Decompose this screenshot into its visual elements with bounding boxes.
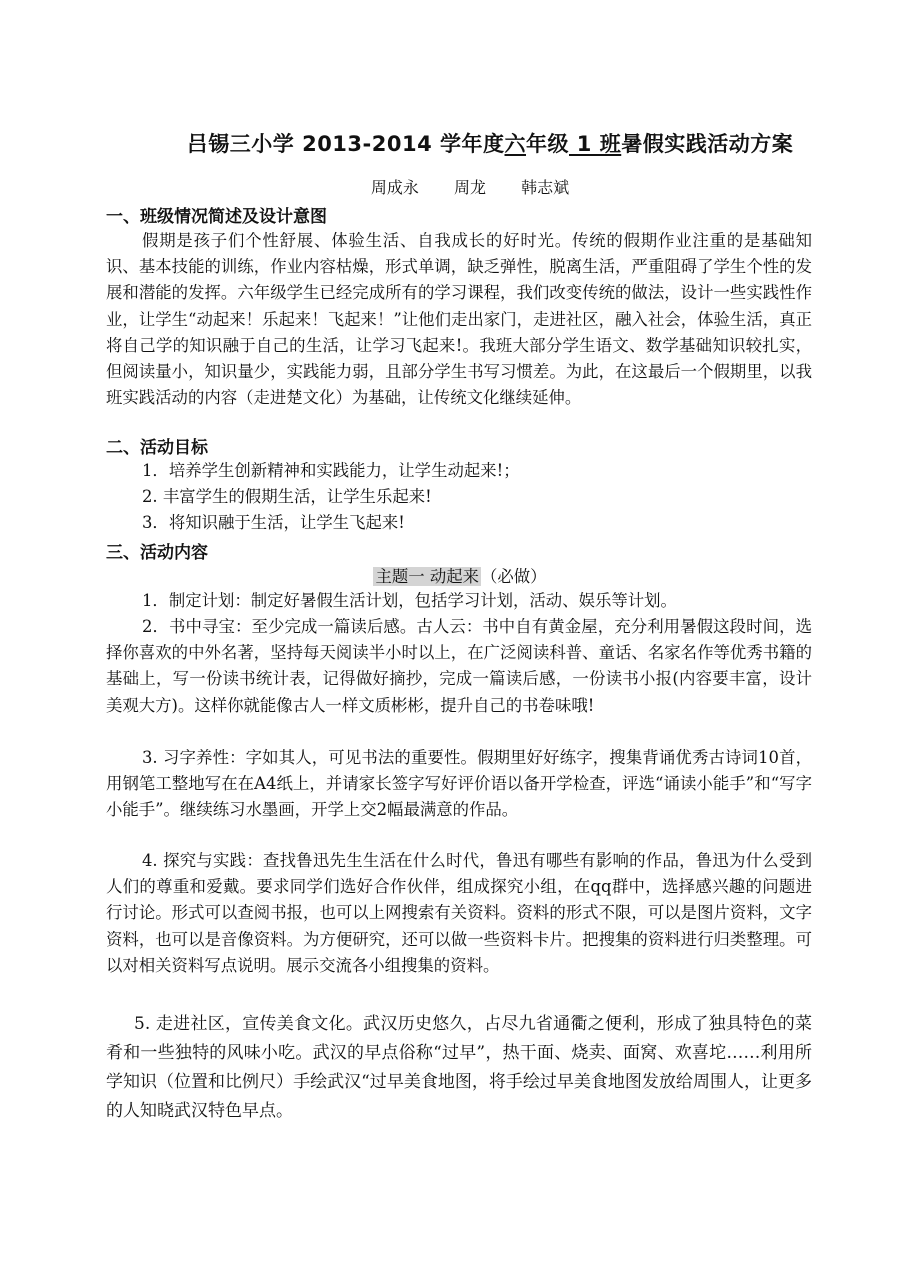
theme-title [0, 563, 920, 587]
content-item-4: 4. 探究与实践：查找鲁迅先生生活在什么时代，鲁迅有哪些有影响的作品，鲁迅为什么受到人们的尊重和爱戴。要求同学们选好合作伙伴，组成探究小组，在qq群中，选择感兴趣的问题进行讨论。形式可以查阅书报，也可以上网搜索有关资料。资料的形式不限，可以是图片资料，文字资料，也可以是音像资料。为方便研究，还可以做一些资料卡片。把搜集的资料进行归类整理。可以对相关资料写点说明。展示交流各小组搜集的资料。 [106, 851, 812, 975]
goal-item: 2. 丰富学生的假期生活，让学生乐起来! [142, 487, 432, 506]
authors-line [0, 175, 920, 198]
section-heading-3: 三、活动内容 [106, 543, 208, 563]
author-name: 韩志斌 [521, 178, 570, 197]
content-item-1: 1．制定计划：制定好暑假生活计划，包括学习计划，活动、娱乐等计划。 [142, 591, 677, 610]
goal-item: 3．将知识融于生活，让学生飞起来! [142, 513, 405, 532]
section1-paragraph: 假期是孩子们个性舒展、体验生活、自我成长的好时光。传统的假期作业注重的是基础知识、基本技能的训练，作业内容枯燥，形式单调，缺乏弹性，脱离生活，严重阻碍了学生个性的发展和潜能的发挥。六年级学生已经完成所有的学习课程，我们改变传统的做法，设计一些实践性作业，让学生“动起来！乐起来！飞起来！”让他们走出家门，走进社区，融入社会，体验生活，真正将自己学的知识融于自己的生活，让学习飞起来!。我班大部分学生语文、数学基础知识较扎实，但阅读量小，知识量少，实践能力弱，且部分学生书写习惯差。为此，在这最后一个假期里，以我班实践活动的内容（走进楚文化）为基础，让传统文化继续延伸。 [106, 231, 812, 408]
content-item-2: 2．书中寻宝：至少完成一篇读后感。古人云：书中自有黄金屋，充分利用暑假这段时间，选择你喜欢的中外名著，坚持每天阅读半小时以上，在广泛阅读科普、童话、名家名作等优秀书籍的基础上，写一份读书统计表，记得做好摘抄，完成一篇读后感，一份读书小报(内容要丰富，设计美观大方)。这样你就能像古人一样文质彬彬，提升自己的书卷味哦! [106, 617, 812, 715]
content-item-3: 3. 习字养性：字如其人，可见书法的重要性。假期里好好练字，搜集背诵优秀古诗词10首，用钢笔工整地写在在A4纸上，并请家长签字写好评价语以备开学检查，评选“诵读小能手”和“写字小能手”。继续练习水墨画，开学上交2幅最满意的作品。 [106, 748, 812, 820]
theme-highlight: 主题一 动起来 [375, 567, 479, 586]
author-name: 周成永 [370, 178, 419, 197]
section-heading-1: 一、班级情况简述及设计意图 [106, 207, 327, 227]
author-name: 周龙 [453, 178, 486, 197]
goal-item: 1．培养学生创新精神和实践能力，让学生动起来!； [142, 461, 520, 480]
title-part1: 吕锡三小学 2013-2014 学年度 [186, 132, 505, 156]
document-title [0, 128, 920, 158]
title-class: 1 班 [569, 132, 622, 156]
content-item-5: 5. 走进社区，宣传美食文化。武汉历史悠久，占尽九省通衢之便利，形成了独具特色的菜肴和一些独特的风味小吃。武汉的早点俗称“过早”，热干面、烧卖、面窝、欢喜坨……利用所学知识（位置和比例尺）手绘武汉“过早美食地图，将手绘过早美食地图发放给周围人，让更多的人知晓武汉特色早点。 [106, 1014, 812, 1121]
section-heading-2: 二、活动目标 [106, 438, 208, 458]
title-part3: 暑假实践活动方案 [621, 132, 794, 156]
theme-suffix: （必做） [481, 567, 547, 586]
title-part2: 年级 [526, 132, 569, 156]
title-grade: 六 [504, 132, 526, 156]
